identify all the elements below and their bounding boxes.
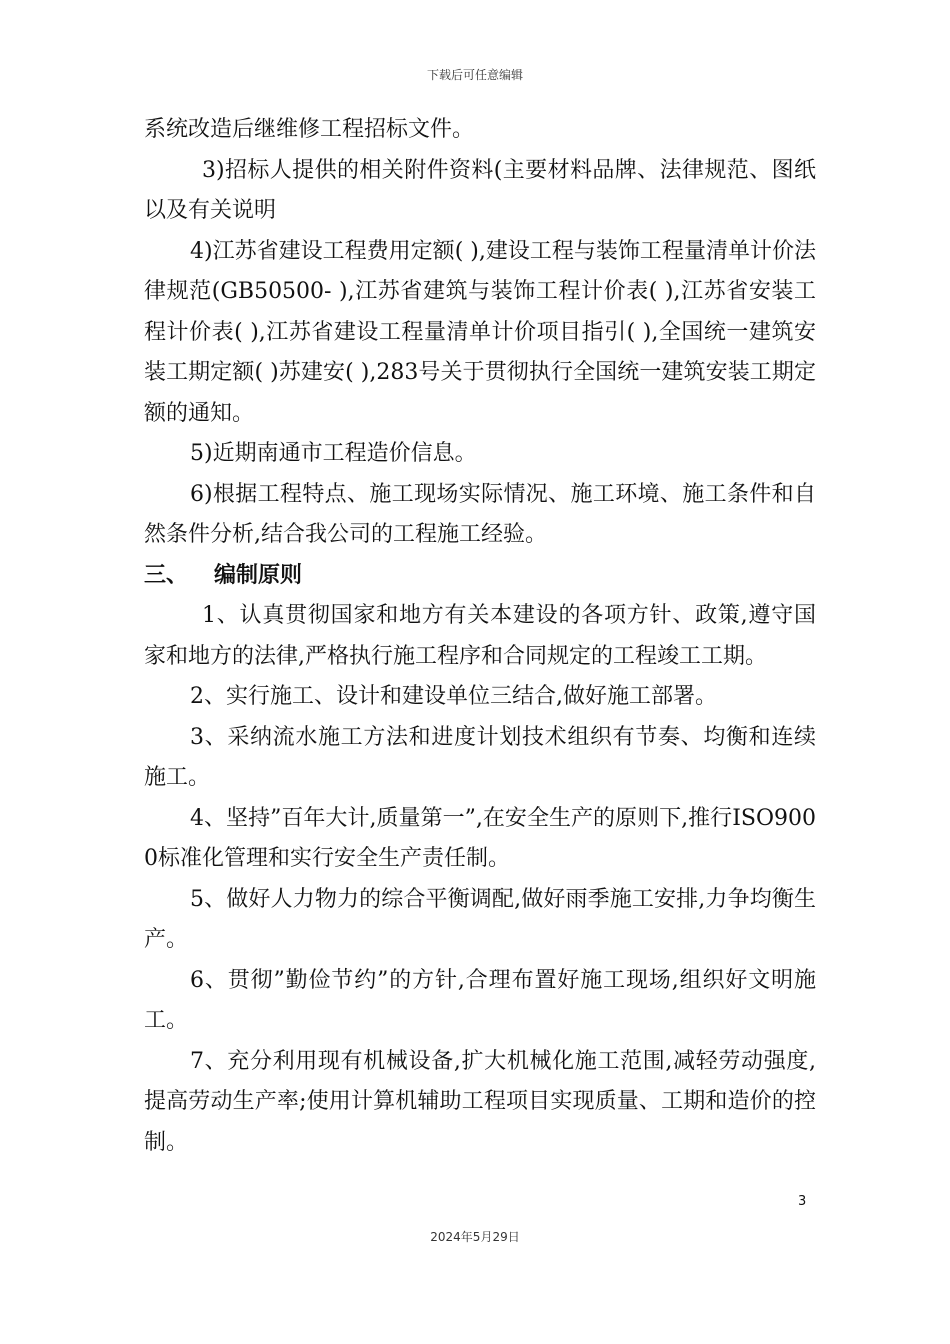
footer-date: 2024年5月29日: [430, 1230, 520, 1244]
paragraph-item-4: 4)江苏省建设工程费用定额( ),建设工程与装饰工程量清单计价法律规范(GB50500- ),江苏省建筑与装饰工程计价表( ),江苏省安装工程计价表( ),江苏省建设工程量清单计价项目指引( ),全国统一建筑安装工期定额( )苏建安( ),283号关于贯彻执行全国统一建筑安装工期定额的通知。: [144, 238, 816, 426]
section-heading: [144, 556, 816, 597]
paragraph-continuation: 系统改造后继维修工程招标文件。: [144, 117, 475, 142]
principle-item-5: 5、做好人力物力的综合平衡调配,做好雨季施工安排,力争均衡生产。: [144, 886, 816, 952]
section-number: 三、: [144, 562, 189, 588]
paragraph-item-5: 5)近期南通市工程造价信息。: [190, 441, 477, 466]
principle-item-1: 1、认真贯彻国家和地方有关本建设的各项方针、政策,遵守国家和地方的法律,严格执行施工程序和合同规定的工程竣工工期。: [144, 603, 816, 669]
paragraph-item-3: 3)招标人提供的相关附件资料(主要材料品牌、法律规范、图纸以及有关说明: [144, 157, 816, 223]
page-header: 下载后可任意编辑: [426, 68, 523, 82]
principle-item-2: 2、实行施工、设计和建设单位三结合,做好施工部署。: [190, 684, 717, 709]
principle-item-4: 4、坚持”百年大计,质量第一”,在安全生产的原则下,推行ISO9000标准化管理和实行安全生产责任制。: [144, 805, 816, 871]
document-body: [144, 110, 816, 1163]
principle-item-7: 7、充分利用现有机械设备,扩大机械化施工范围,减轻劳动强度,提高劳动生产率;使用计算机辅助工程项目实现质量、工期和造价的控制。: [144, 1048, 816, 1155]
section-title: 编制原则: [214, 562, 303, 588]
paragraph-item-6: 6)根据工程特点、施工现场实际情况、施工环境、施工条件和自然条件分析,结合我公司的工程施工经验。: [144, 481, 816, 547]
principle-item-6: 6、贯彻”勤俭节约”的方针,合理布置好施工现场,组织好文明施工。: [144, 967, 816, 1033]
principle-item-3: 3、采纳流水施工方法和进度计划技术组织有节奏、均衡和连续施工。: [144, 724, 816, 790]
page-number: 3: [798, 1194, 807, 1209]
